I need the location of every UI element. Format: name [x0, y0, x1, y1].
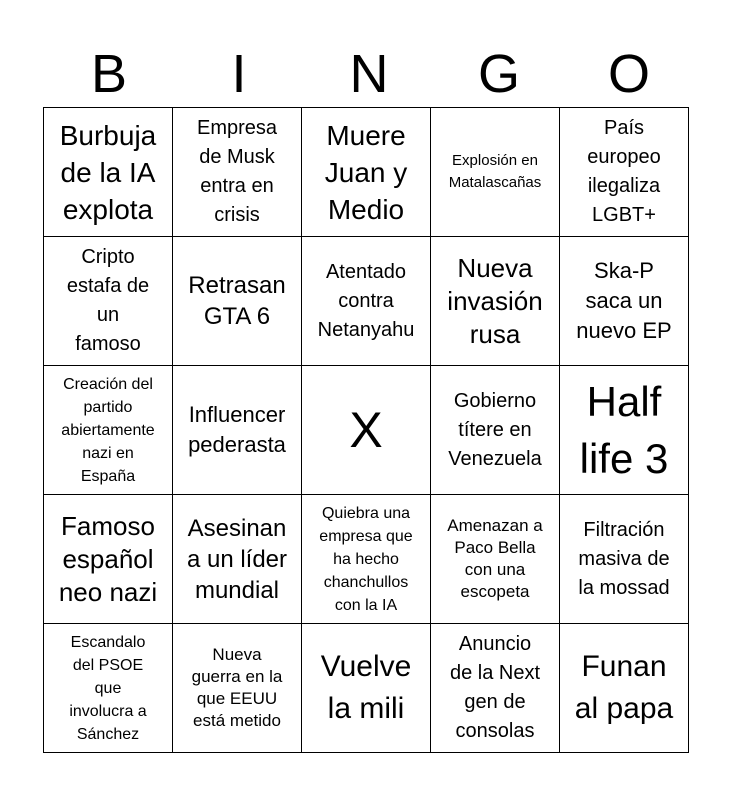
- bingo-header: [44, 40, 694, 108]
- header-letter-g: G: [477, 44, 520, 104]
- bingo-grid: [43, 107, 689, 753]
- bingo-cell[interactable]: Filtración masiva de la mossad: [560, 495, 689, 624]
- bingo-cell[interactable]: Nueva invasión rusa: [431, 237, 560, 366]
- bingo-cell[interactable]: Gobierno títere en Venezuela: [431, 366, 560, 495]
- bingo-cell[interactable]: Funan al papa: [560, 624, 689, 753]
- bingo-cell[interactable]: Burbuja de la IA explota: [44, 108, 173, 237]
- bingo-cell[interactable]: Famoso español neo nazi: [44, 495, 173, 624]
- grid-row: [44, 108, 689, 237]
- grid-row: [44, 366, 689, 495]
- header-letter-o: O: [607, 44, 650, 104]
- bingo-cell[interactable]: Cripto estafa de un famoso: [44, 237, 173, 366]
- bingo-cell[interactable]: Creación del partido abiertamente nazi en España: [44, 366, 173, 495]
- free-space-cell[interactable]: X: [302, 366, 431, 495]
- grid-row: [44, 624, 689, 753]
- header-letter-b: B: [90, 44, 128, 104]
- bingo-cell[interactable]: Influencer pederasta: [173, 366, 302, 495]
- bingo-cell[interactable]: Muere Juan y Medio: [302, 108, 431, 237]
- bingo-cell[interactable]: Retrasan GTA 6: [173, 237, 302, 366]
- bingo-cell[interactable]: Asesinan a un líder mundial: [173, 495, 302, 624]
- bingo-cell[interactable]: Atentado contra Netanyahu: [302, 237, 431, 366]
- bingo-cell[interactable]: Escandalo del PSOE que involucra a Sánchez: [44, 624, 173, 753]
- bingo-cell[interactable]: Explosión en Matalascañas: [431, 108, 560, 237]
- bingo-cell[interactable]: Amenazan a Paco Bella con una escopeta: [431, 495, 560, 624]
- grid-row: [44, 237, 689, 366]
- bingo-cell[interactable]: Vuelve la mili: [302, 624, 431, 753]
- bingo-cell[interactable]: País europeo ilegaliza LGBT+: [560, 108, 689, 237]
- bingo-cell[interactable]: Half life 3: [560, 366, 689, 495]
- bingo-cell[interactable]: Empresa de Musk entra en crisis: [173, 108, 302, 237]
- header-letter-i: I: [231, 44, 247, 104]
- bingo-cell[interactable]: Anuncio de la Next gen de consolas: [431, 624, 560, 753]
- bingo-cell[interactable]: Nueva guerra en la que EEUU está metido: [173, 624, 302, 753]
- bingo-cell[interactable]: Quiebra una empresa que ha hecho chanchullos con la IA: [302, 495, 431, 624]
- header-letter-n: N: [349, 44, 389, 104]
- grid-row: [44, 495, 689, 624]
- bingo-cell[interactable]: Ska-P saca un nuevo EP: [560, 237, 689, 366]
